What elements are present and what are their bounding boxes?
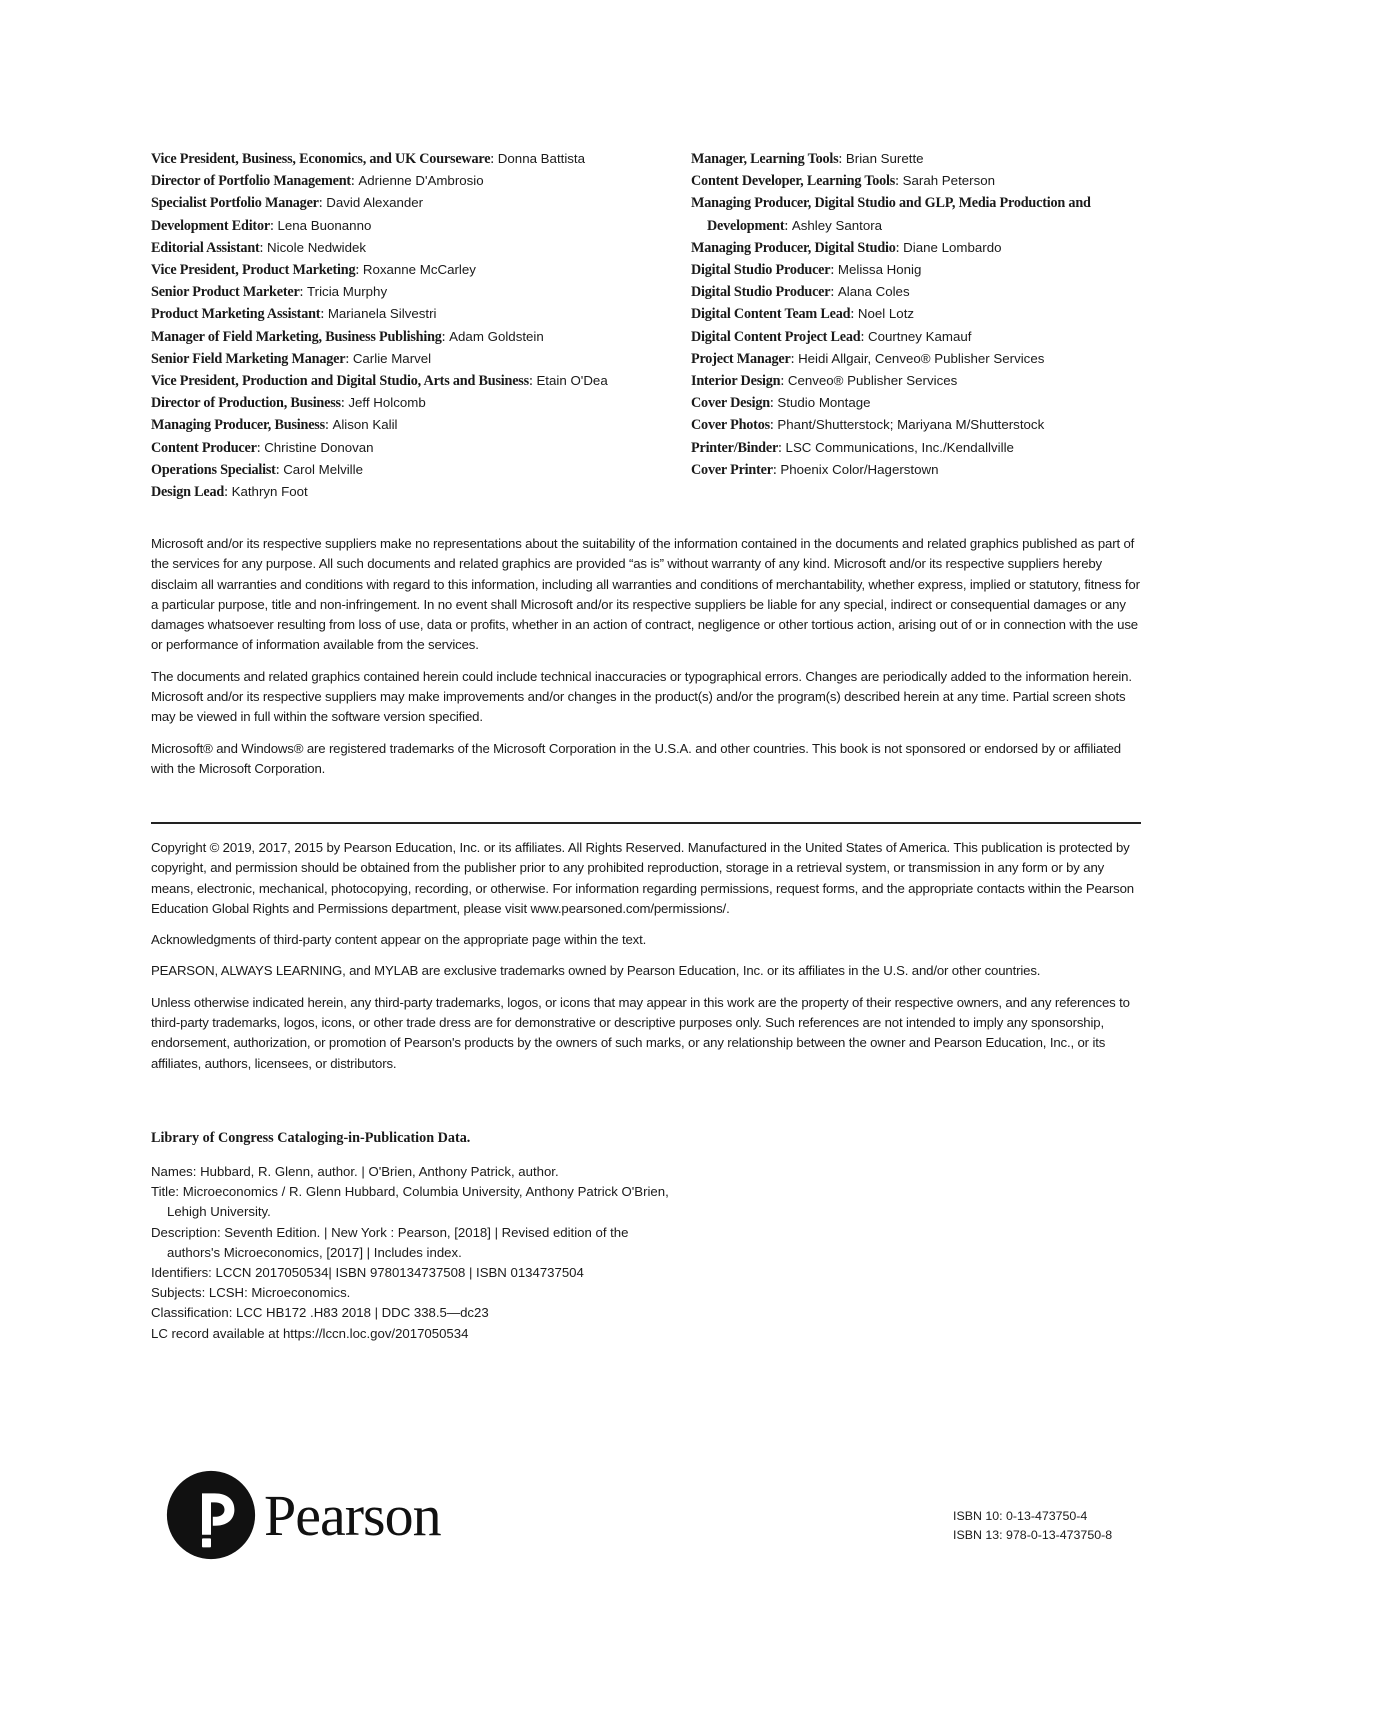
credit-role: Project Manager	[691, 350, 791, 367]
credit-role: Managing Producer, Business	[151, 417, 325, 434]
credit-item: Digital Studio Producer: Melissa Honig	[691, 262, 922, 279]
credit-name: Lena Buonanno	[277, 217, 372, 233]
credit-name: LSC Communications, Inc./Kendallville	[785, 439, 1014, 455]
credit-name: Christine Donovan	[264, 439, 374, 455]
credit-role: Senior Field Marketing Manager	[151, 350, 346, 367]
third-party-trademark-paragraph: Unless otherwise indicated herein, any third-party trademarks, logos, or icons that may appear in this work are the property of their respective owners, and any references to third-party trademarks, logos, icons, or other trade dress are for demonstrative or descriptive purposes only. Such references are not intended to imply any sponsorship, endorsement, authorization, or promotion of Pearson's products by the owners of such marks, or any relationship between the owner and Pearson Education, Inc., or its affiliates, authors, licensees, or distributors.	[151, 994, 1130, 1071]
credit-item: Printer/Binder: LSC Communications, Inc./Kendallville	[691, 439, 1014, 456]
acknowledgments-paragraph: Acknowledgments of third-party content appear on the appropriate page within the text.	[151, 932, 647, 948]
credit-name: Cenveo® Publisher Services	[787, 373, 958, 389]
credit-item: Product Marketing Assistant: Marianela Silvestri	[151, 306, 437, 323]
loc-entry: Classification: LCC HB172 .H83 2018 | DDC 338.5—dc23	[151, 1305, 489, 1321]
credit-name: Nicole Nedwidek	[267, 239, 367, 255]
section-divider	[151, 822, 1141, 824]
credit-name: Courtney Kamauf	[867, 328, 972, 344]
credit-role: Specialist Portfolio Manager	[151, 195, 319, 212]
loc-entry: LC record available at https://lccn.loc.gov/2017050534	[151, 1325, 469, 1341]
credit-role: Vice President, Business, Economics, and UK Courseware	[151, 151, 491, 167]
credit-role: Design Lead	[151, 484, 225, 501]
pearson-p-logo-icon	[166, 1470, 256, 1560]
credit-name: Donna Battista	[497, 151, 586, 166]
credit-item: Director of Production, Business: Jeff Holcomb	[151, 395, 426, 412]
credits-section	[151, 148, 1141, 503]
credits-left-column	[151, 148, 691, 503]
credit-item: Content Developer, Learning Tools: Sarah Peterson	[691, 173, 996, 190]
credit-role: Product Marketing Assistant	[151, 306, 321, 323]
credit-role: Development Editor	[151, 217, 270, 234]
credit-role: Cover Photos	[691, 417, 770, 434]
credit-role: Printer/Binder	[691, 439, 779, 456]
credit-name: Adrienne D'Ambrosio	[358, 173, 484, 189]
isbn-block	[953, 1507, 1112, 1545]
credit-name: Phant/Shutterstock; Mariyana M/Shutterstock	[777, 417, 1045, 433]
credit-item: Project Manager: Heidi Allgair, Cenveo® Publisher Services	[691, 350, 1045, 367]
credit-item: Managing Producer, Business: Alison Kalil	[151, 417, 398, 434]
credit-name: Carol Melville	[283, 461, 363, 477]
credit-name: Alison Kalil	[332, 417, 398, 433]
credit-item: Digital Content Project Lead: Courtney Kamauf	[691, 328, 972, 345]
credit-name: Adam Goldstein	[449, 328, 544, 344]
pearson-wordmark: Pearson	[264, 1482, 441, 1548]
credit-name: Kathryn Foot	[231, 484, 308, 500]
credit-role: Operations Specialist	[151, 461, 276, 478]
credit-item: Senior Product Marketer: Tricia Murphy	[151, 284, 388, 301]
credit-role: Director of Production, Business	[151, 395, 341, 412]
credit-item: Cover Printer: Phoenix Color/Hagerstown	[691, 461, 939, 478]
credit-role: Senior Product Marketer	[151, 284, 300, 301]
credit-item: Vice President, Business, Economics, and UK Courseware: Donna Battista	[151, 151, 586, 167]
credit-name: Alana Coles	[837, 284, 910, 300]
credit-name: Sarah Peterson	[902, 173, 996, 189]
copyright-paragraph: Copyright © 2019, 2017, 2015 by Pearson Education, Inc. or its affiliates. All Rights Reserved. Manufactured in the United States of America. This publication is protected by copyright, and permission should be obtained from the publisher prior to any prohibited reproduction, storage in a retrieval system, or transmission in any form or by any means, electronic, mechanical, photocopying, recording, or otherwise. For information regarding permissions, request forms, and the appropriate contacts within the Pearson Education Global Rights and Permissions department, please visit www.pearsoned.com/permissions/.	[151, 840, 1134, 916]
loc-entry: Title: Microeconomics / R. Glenn Hubbard, Columbia University, Anthony Patrick O'Brien, Lehigh University.	[151, 1184, 669, 1220]
credit-role: Cover Design	[691, 395, 770, 412]
pearson-logo	[166, 1470, 441, 1560]
credit-role: Manager, Learning Tools	[691, 151, 839, 167]
disclaimer-paragraph: Microsoft and/or its respective suppliers make no representations about the suitability of the information contained in the documents and related graphics published as part of the services for any purpose. All such documents and related graphics are provided “as is” without warranty of any kind. Microsoft and/or its respective suppliers hereby disclaim all warranties and conditions with regard to this information, including all warranties and conditions of merchantability, whether express, implied or statutory, fitness for a particular purpose, title and non-infringement. In no event shall Microsoft and/or its respective suppliers be liable for any special, indirect or consequential damages or any damages whatsoever resulting from loss of use, data or profits, whether in an action of contract, negligence or other tortious action, arising out of or in connection with the use or performance of information available from the services.	[151, 536, 1140, 653]
loc-entry: Names: Hubbard, R. Glenn, author. | O'Brien, Anthony Patrick, author.	[151, 1164, 559, 1179]
credit-name: Heidi Allgair, Cenveo® Publisher Services	[798, 350, 1045, 366]
loc-entry: Identifiers: LCCN 2017050534| ISBN 9780134737508 | ISBN 0134737504	[151, 1265, 584, 1281]
credit-role: Interior Design	[691, 373, 781, 390]
credit-name: David Alexander	[326, 195, 424, 211]
credit-name: Diane Lombardo	[903, 239, 1002, 255]
credit-item: Managing Producer, Digital Studio: Diane Lombardo	[691, 239, 1002, 256]
credit-role: Vice President, Product Marketing	[151, 262, 356, 279]
credits-right-column	[691, 148, 1141, 503]
credit-name: Studio Montage	[777, 395, 871, 411]
loc-entry: Subjects: LCSH: Microeconomics.	[151, 1285, 351, 1301]
credit-name: Carlie Marvel	[352, 350, 432, 366]
credit-item: Managing Producer, Digital Studio and GLP, Media Production and Development: Ashley Santora	[691, 195, 1091, 234]
credit-role: Digital Studio Producer	[691, 284, 831, 301]
isbn-10: ISBN 10: 0-13-473750-4	[953, 1509, 1088, 1523]
credit-item: Content Producer: Christine Donovan	[151, 439, 374, 456]
isbn-13: ISBN 13: 978-0-13-473750-8	[953, 1528, 1113, 1542]
credit-role: Digital Content Team Lead	[691, 306, 851, 323]
credit-role: Editorial Assistant	[151, 239, 260, 256]
microsoft-disclaimer	[151, 534, 1141, 790]
credit-name: Marianela Silvestri	[327, 306, 437, 322]
credit-name: Jeff Holcomb	[348, 395, 426, 411]
credit-name: Brian Surette	[845, 151, 924, 166]
credit-role: Content Producer	[151, 439, 257, 456]
credit-item: Director of Portfolio Management: Adrienne D'Ambrosio	[151, 173, 484, 190]
credit-item: Vice President, Production and Digital Studio, Arts and Business: Etain O'Dea	[151, 373, 608, 390]
loc-cataloging-data	[151, 1162, 671, 1344]
credit-name: Melissa Honig	[837, 262, 922, 278]
credit-item: Senior Field Marketing Manager: Carlie Marvel	[151, 350, 432, 367]
disclaimer-paragraph: The documents and related graphics contained herein could include technical inaccuracies or typographical errors. Changes are periodically added to the information herein. Microsoft and/or its respective suppliers may make improvements and/or changes in the product(s) and/or the program(s) described herein at any time. Partial screen shots may be viewed in full within the software version specified.	[151, 668, 1132, 725]
loc-heading: Library of Congress Cataloging-in-Publication Data.	[151, 1130, 471, 1146]
credit-item: Editorial Assistant: Nicole Nedwidek	[151, 239, 367, 256]
credit-role: Digital Studio Producer	[691, 262, 831, 279]
credit-name: Etain O'Dea	[536, 373, 608, 389]
loc-entry: Description: Seventh Edition. | New York : Pearson, [2018] | Revised edition of the authors's Microeconomics, [2017] | Includes index.	[151, 1224, 629, 1260]
credit-item: Design Lead: Kathryn Foot	[151, 484, 308, 501]
credit-item: Specialist Portfolio Manager: David Alexander	[151, 195, 424, 212]
pearson-trademark-paragraph: PEARSON, ALWAYS LEARNING, and MYLAB are exclusive trademarks owned by Pearson Education, Inc. or its affiliates in the U.S. and/or other countries.	[151, 963, 1041, 979]
credit-item: Digital Content Team Lead: Noel Lotz	[691, 306, 915, 323]
trademark-paragraph: Microsoft® and Windows® are registered trademarks of the Microsoft Corporation in the U.S.A. and other countries. This book is not sponsored or endorsed by or affiliated with the Microsoft Corporation.	[151, 740, 1121, 776]
copyright-notice	[151, 838, 1141, 1085]
credit-item: Manager, Learning Tools: Brian Surette	[691, 151, 924, 167]
credit-item: Interior Design: Cenveo® Publisher Services	[691, 373, 958, 390]
credit-item: Cover Photos: Phant/Shutterstock; Mariyana M/Shutterstock	[691, 417, 1045, 434]
credit-role: Managing Producer, Digital Studio	[691, 239, 896, 256]
credit-role: Director of Portfolio Management	[151, 173, 351, 190]
credit-role: Vice President, Production and Digital Studio, Arts and Business	[151, 373, 529, 390]
credit-role: Cover Printer	[691, 461, 773, 478]
credit-role: Content Developer, Learning Tools	[691, 173, 896, 190]
credit-name: Ashley Santora	[791, 217, 883, 233]
credit-item: Manager of Field Marketing, Business Publishing: Adam Goldstein	[151, 328, 544, 345]
credit-name: Noel Lotz	[857, 306, 915, 322]
credit-item: Vice President, Product Marketing: Roxanne McCarley	[151, 262, 476, 279]
credit-item: Development Editor: Lena Buonanno	[151, 217, 372, 234]
credit-item: Cover Design: Studio Montage	[691, 395, 871, 412]
credit-name: Tricia Murphy	[307, 284, 388, 300]
credit-name: Phoenix Color/Hagerstown	[780, 461, 939, 477]
credit-name: Roxanne McCarley	[362, 262, 476, 278]
credit-role: Managing Producer, Digital Studio and GLP, Media Production and Development	[691, 195, 1091, 234]
credit-role: Manager of Field Marketing, Business Publishing	[151, 328, 442, 345]
credit-role: Digital Content Project Lead	[691, 328, 861, 345]
credit-item: Operations Specialist: Carol Melville	[151, 461, 363, 478]
credit-item: Digital Studio Producer: Alana Coles	[691, 284, 910, 301]
